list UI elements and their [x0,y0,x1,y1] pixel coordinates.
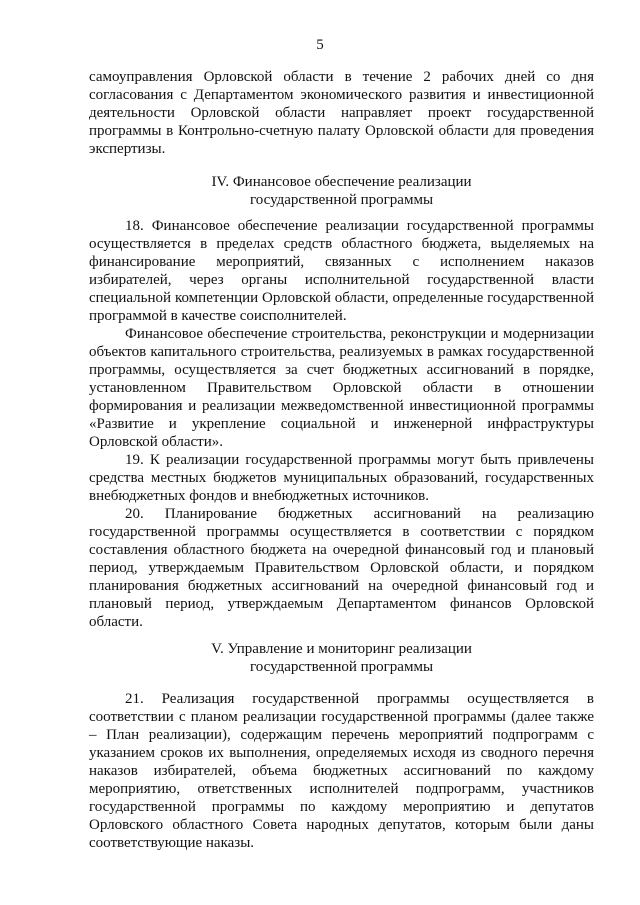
intro-paragraph: самоуправления Орловской области в течение 2 рабочих дней со дня согласования с Департаментом экономического развития и инвестиционной деятельности Орловской области направляет проект государственной программы в Контрольно-счетную палату Орловской области для проведения экспертизы. [89,69,594,157]
section-iv-body [89,217,594,631]
section-iv-heading-line2: государственной программы [249,192,434,208]
page-number: 5 [316,37,324,53]
section-v-body [89,690,594,852]
section-v-heading [89,640,594,676]
paragraph-19: 19. К реализации государственной программы могут быть привлечены средства местных бюджетов муниципальных образований, государственных внебюджетных фондов и внебюджетных источников. [89,452,594,504]
section-v-heading-line1: V. Управление и мониторинг реализации [211,641,472,657]
section-iv-heading-line1: IV. Финансовое обеспечение реализации [211,174,472,190]
intro-block [89,68,594,158]
paragraph-18-construction: Финансовое обеспечение строительства, реконструкции и модернизации объектов капитального строительства, реализуемых в рамках государственной программы, осуществляется за счет бюджетных ассигнований в порядке, установленном Правительством Орловской области в отношении формирования и реализации межведомственной инвестиционной программы «Развитие и укрепление социальной и инженерной инфраструктуры Орловской области». [89,326,594,450]
section-iv-heading [89,173,594,209]
section-v-heading-line2: государственной программы [249,659,434,675]
paragraph-18: 18. Финансовое обеспечение реализации государственной программы осуществляется в пределах средств областного бюджета, выделяемых на финансирование мероприятий, связанных с исполнением наказов избирателей, через органы исполнительной государственной власти специальной компетенции Орловской области, определенные государственной программой в качестве соисполнителей. [89,218,594,324]
paragraph-20: 20. Планирование бюджетных ассигнований на реализацию государственной программы осуществляется в соответствии с порядком составления областного бюджета на очередной финансовый год и плановый период, утверждаемым Правительством Орловской области, и порядком планирования бюджетных ассигнований на очередной финансовый год и плановый период, утверждаемым Департаментом финансов Орловской области. [89,506,594,630]
paragraph-21: 21. Реализация государственной программы осуществляется в соответствии с планом реализации государственной программы (далее также – План реализации), содержащим перечень мероприятий подпрограмм с указанием сроков их выполнения, определяемых исходя из сводного перечня наказов избирателей, объема бюджетных ассигнований по каждому мероприятию, ответственных исполнителей подпрограмм, участников государственной программы по каждому мероприятию и депутатов Орловского областного Совета народных депутатов, которым были даны соответствующие наказы. [89,691,594,851]
